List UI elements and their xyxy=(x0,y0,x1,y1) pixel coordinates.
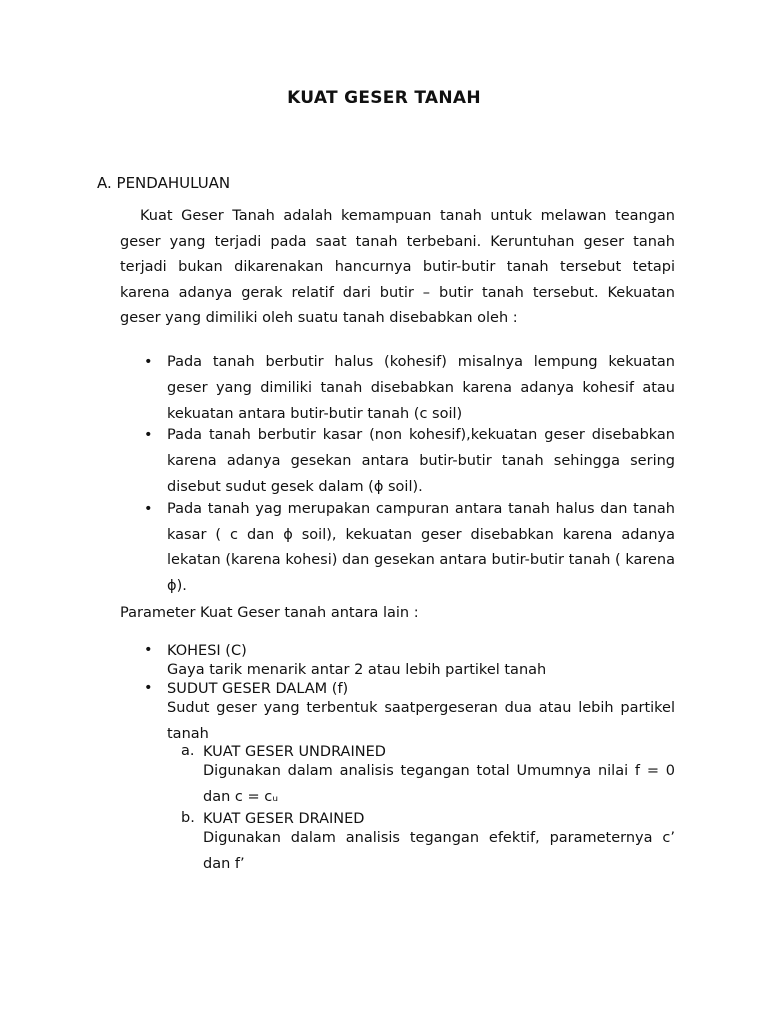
sublist-letter: b. xyxy=(181,810,195,827)
sublist-letter: a. xyxy=(181,743,195,760)
list-item xyxy=(144,423,675,500)
list-item-text: Pada tanah berbutir kasar (non kohesif),kekuatan geser disebabkan karena adanya gesekan antara butir-butir tanah sehingga sering disebut sudut gesek dalam (ϕ soil). xyxy=(167,427,675,495)
parameter-label: SUDUT GESER DALAM (f) xyxy=(167,681,349,697)
parameters-list xyxy=(144,642,675,878)
sublist-item xyxy=(181,743,675,810)
sublist-description: Digunakan dalam analisis tegangan efektif, parameternya c’ dan f’ xyxy=(203,830,675,872)
list-item xyxy=(144,642,675,680)
sublist-label: KUAT GESER DRAINED xyxy=(203,811,365,828)
parameter-label: KOHESI (C) xyxy=(167,643,247,659)
intro-paragraph: Kuat Geser Tanah adalah kemampuan tanah untuk melawan teangan geser yang terjadi pada saat tanah terbebani. Keruntuhan geser tanah terjadi bukan dikarenakan hancurnya butir-butir tanah tersebut tetapi karena adanya gerak relatif dari butir – butir tanah tersebut. Kekuatan geser yang dimiliki oleh suatu tanah disebabkan oleh : xyxy=(120,208,675,327)
bullet-icon: • xyxy=(144,354,153,370)
bullet-icon: • xyxy=(144,427,153,444)
parameter-description: Sudut geser yang terbentuk saatpergeseran dua atau lebih partikel tanah xyxy=(167,700,675,742)
section-heading: A. PENDAHULUAN xyxy=(97,174,231,192)
sublist-item xyxy=(181,810,675,877)
list-item-text: Pada tanah yag merupakan campuran antara tanah halus dan tanah kasar ( c dan ϕ soil), kekuatan geser disebabkan karena adanya lekatan (karena kohesi) dan gesekan antara butir-butir tanah ( karena ϕ). xyxy=(167,500,675,595)
document-title: KUAT GESER TANAH xyxy=(287,88,481,108)
list-item xyxy=(144,350,675,427)
shear-strength-causes-list xyxy=(144,350,675,596)
shear-type-sublist xyxy=(181,743,675,877)
bullet-icon: • xyxy=(144,642,153,658)
list-item-text: Pada tanah berbutir halus (kohesif) misalnya lempung kekuatan geser yang dimiliki tanah disebabkan karena adanya kohesif atau kekuatan antara butir-butir tanah (c soil) xyxy=(167,354,675,422)
parameter-description: Gaya tarik menarik antar 2 atau lebih partikel tanah xyxy=(167,662,547,678)
sublist-label: KUAT GESER UNDRAINED xyxy=(203,744,386,761)
sublist-description: Digunakan dalam analisis tegangan total Umumnya nilai f = 0 dan c = cᵤ xyxy=(203,763,675,805)
bullet-icon: • xyxy=(144,680,153,696)
list-item xyxy=(144,497,675,600)
list-item xyxy=(144,680,675,878)
bullet-icon: • xyxy=(144,500,153,517)
parameters-intro: Parameter Kuat Geser tanah antara lain : xyxy=(120,605,419,621)
